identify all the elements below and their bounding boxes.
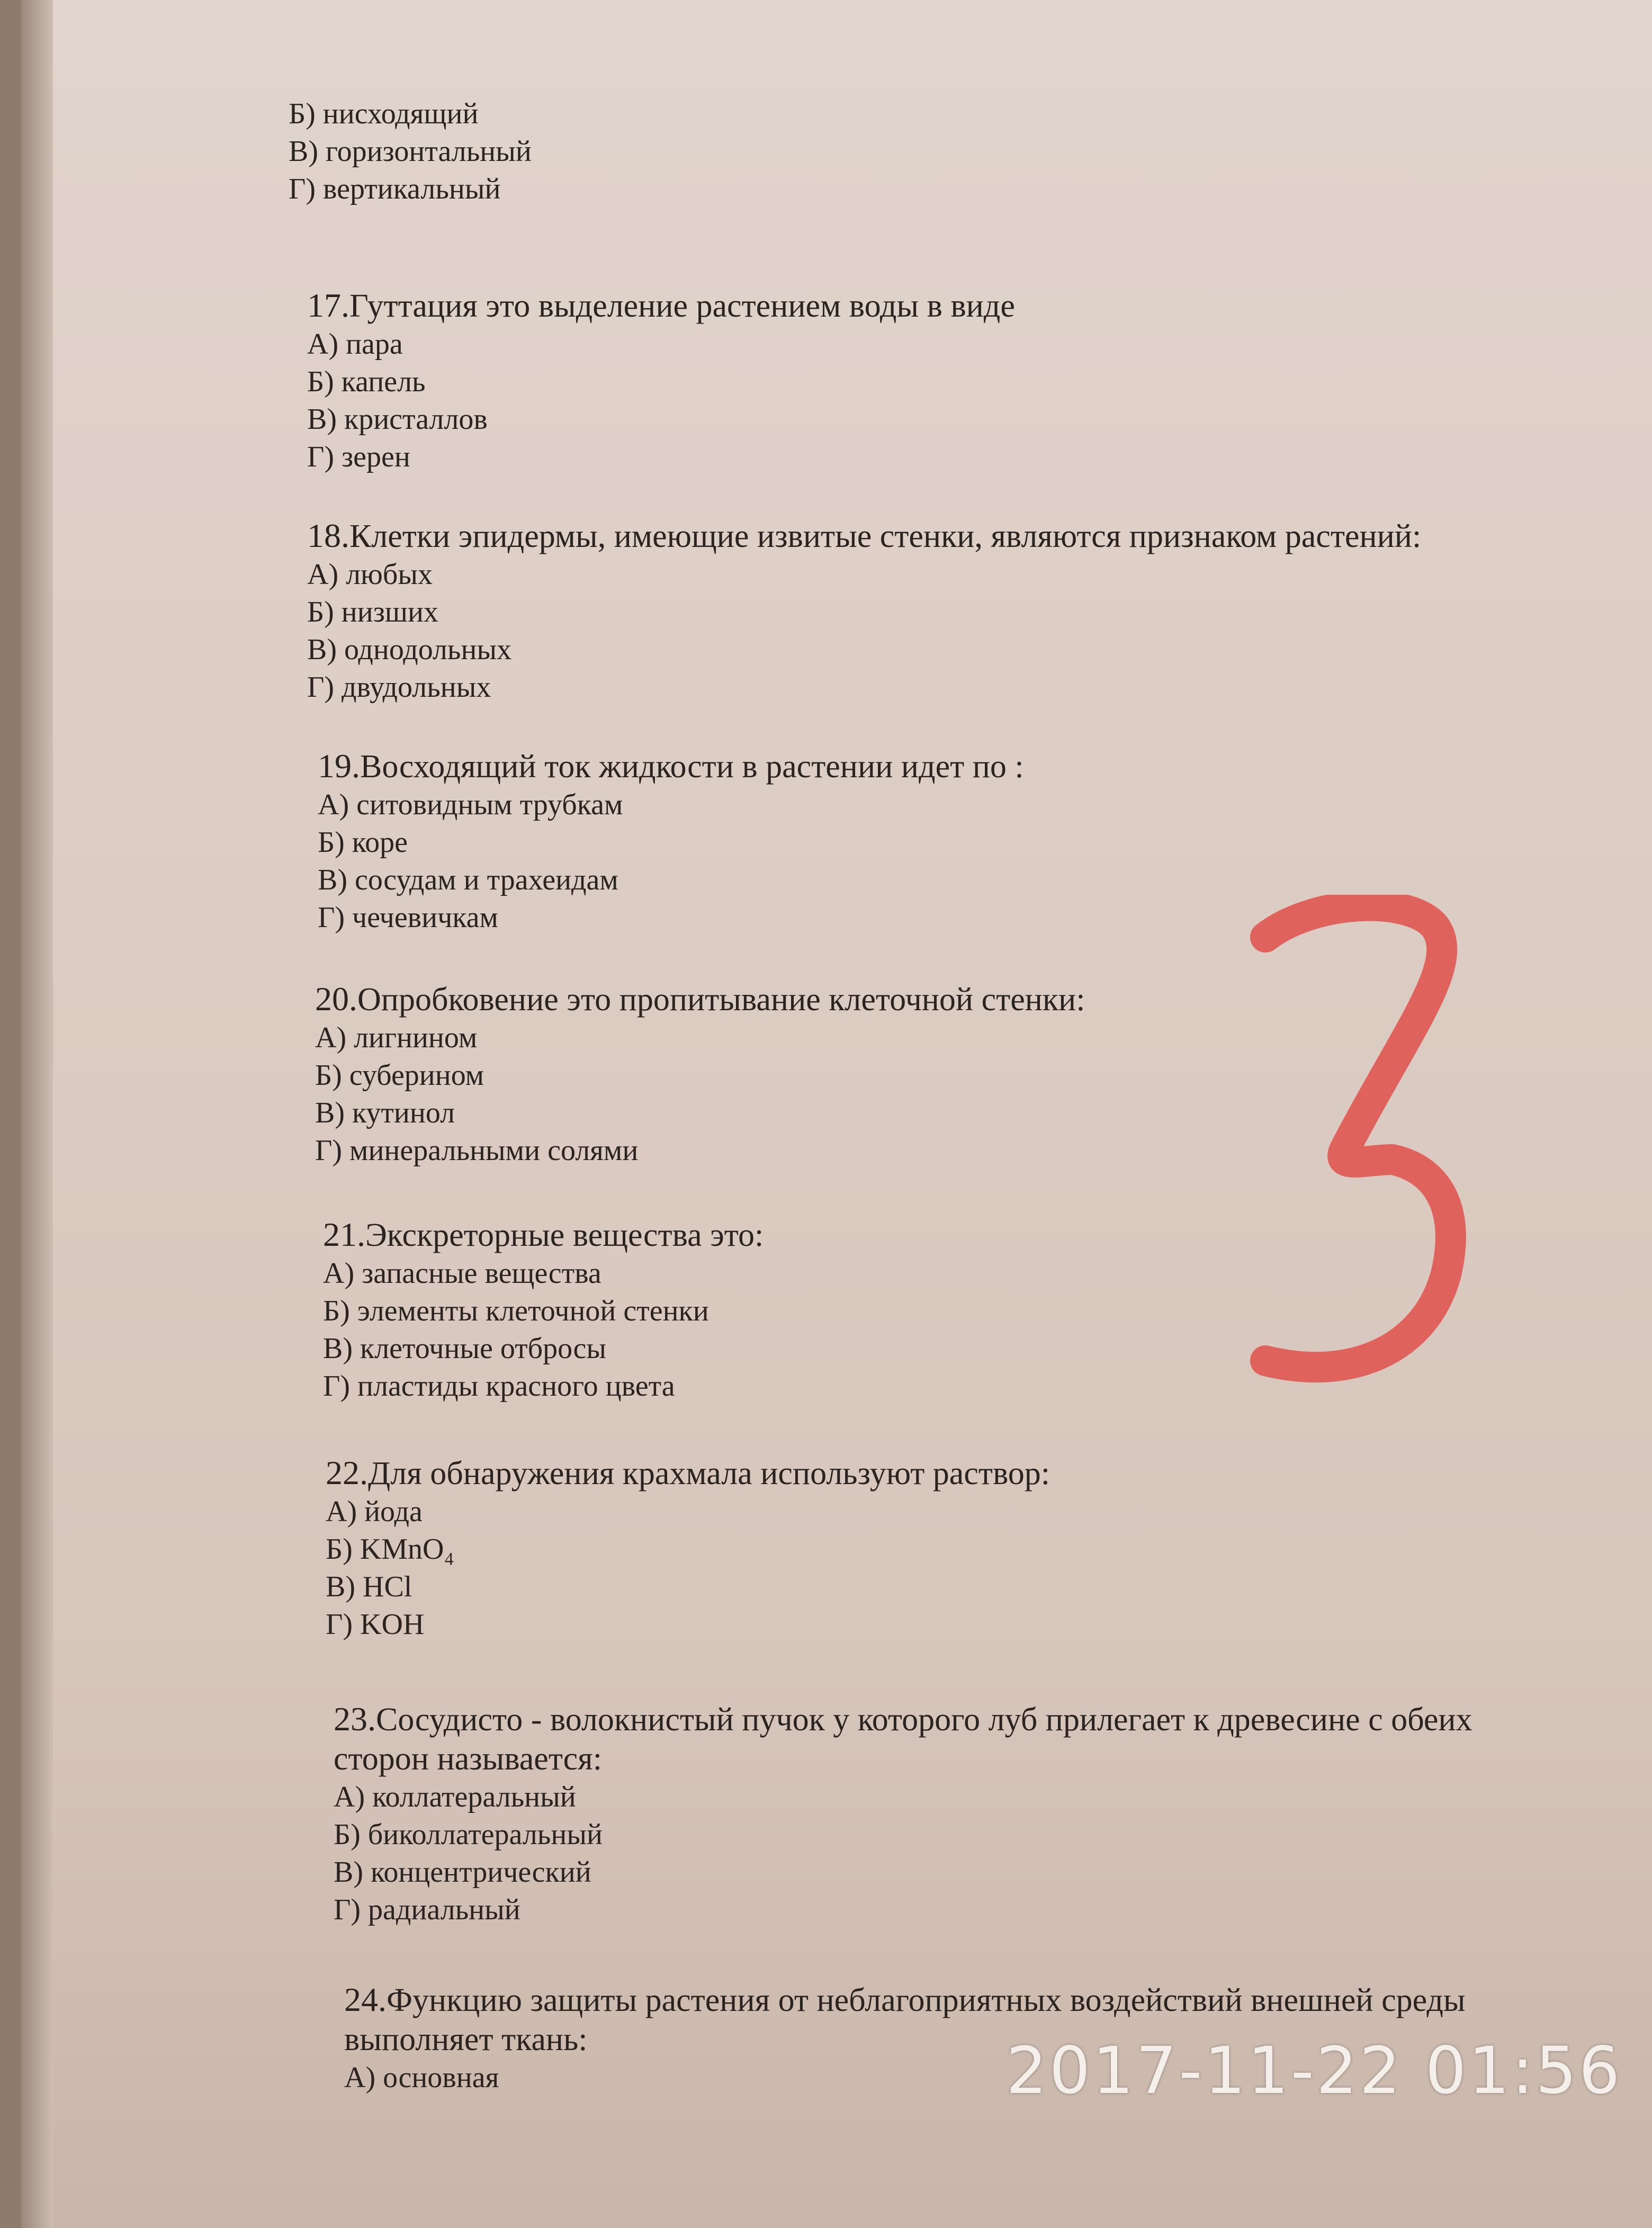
question-text: 21.Экскреторные вещества это:: [323, 1216, 764, 1253]
question-text: 23.Сосудисто - волокнистый пучок у которого луб прилегает к древесине с обеих сторон называется:: [334, 1700, 1473, 1777]
option: Г) зерен: [307, 441, 410, 473]
option: Б) капель: [307, 365, 426, 398]
option: В) однодольных: [307, 633, 512, 666]
photo-timestamp: 2017-11-22 01:56: [1006, 2033, 1622, 2108]
option: Г) вертикальный: [289, 173, 501, 205]
question-18: [307, 516, 1421, 706]
question-21: [323, 1215, 764, 1405]
question-text: 18.Клетки эпидермы, имеющие извитые стенки, являются признаком растений:: [307, 517, 1422, 554]
option: А) пара: [307, 328, 403, 361]
option: Г) KOH: [326, 1608, 425, 1641]
option: Г) двудольных: [307, 671, 491, 704]
question-text: 17.Гуттация это выделение растением воды в виде: [307, 286, 1015, 324]
option: Г) пластиды красного цвета: [323, 1370, 675, 1403]
option: Б) элементы клеточной стенки: [323, 1295, 709, 1327]
option: В) концентрический: [334, 1856, 591, 1889]
option: Б) низших: [307, 596, 438, 628]
question-19: [318, 747, 1024, 937]
question-22: [326, 1453, 1050, 1643]
option: А) лигнином: [315, 1021, 478, 1054]
option: Б) коре: [318, 826, 408, 859]
option: А) ситовидным трубкам: [318, 788, 623, 821]
option: В) кристаллов: [307, 403, 488, 436]
question-text: 22.Для обнаружения крахмала используют раствор:: [326, 1454, 1051, 1492]
option: Б) нисходящий: [289, 97, 479, 130]
option: В) клеточные отбросы: [323, 1332, 607, 1365]
option: А) запасные вещества: [323, 1257, 601, 1290]
prev-question-options: [289, 95, 532, 208]
option: Г) чечевичкам: [318, 901, 498, 934]
question-17: [307, 286, 1015, 476]
question-text: 24.Функцию защиты растения от неблагоприятных воздействий внешней среды выполняет ткань:: [344, 1981, 1466, 2058]
question-23: [334, 1700, 1567, 1929]
option: Г) минеральными солями: [315, 1134, 639, 1167]
option: Б) биколлатеральный: [334, 1818, 603, 1851]
option: Б) KMnO₄: [326, 1533, 455, 1566]
option: В) горизонтальный: [289, 135, 532, 168]
option: В) HCl: [326, 1570, 412, 1603]
option: В) сосудам и трахеидам: [318, 864, 618, 896]
question-text: 20.Опробковение это пропитывание клеточной стенки:: [315, 980, 1085, 1018]
option: Г) радиальный: [334, 1893, 520, 1926]
question-text: 19.Восходящий ток жидкости в растении идет по :: [318, 747, 1024, 785]
question-20: [315, 980, 1085, 1170]
option: А) йода: [326, 1495, 423, 1528]
option: В) кутинол: [315, 1097, 455, 1129]
option: А) коллатеральный: [334, 1781, 576, 1813]
option: Б) суберином: [315, 1059, 484, 1092]
option: А) любых: [307, 558, 433, 591]
handwritten-three-mark: [1234, 895, 1477, 1403]
option: А) основная: [344, 2061, 499, 2094]
